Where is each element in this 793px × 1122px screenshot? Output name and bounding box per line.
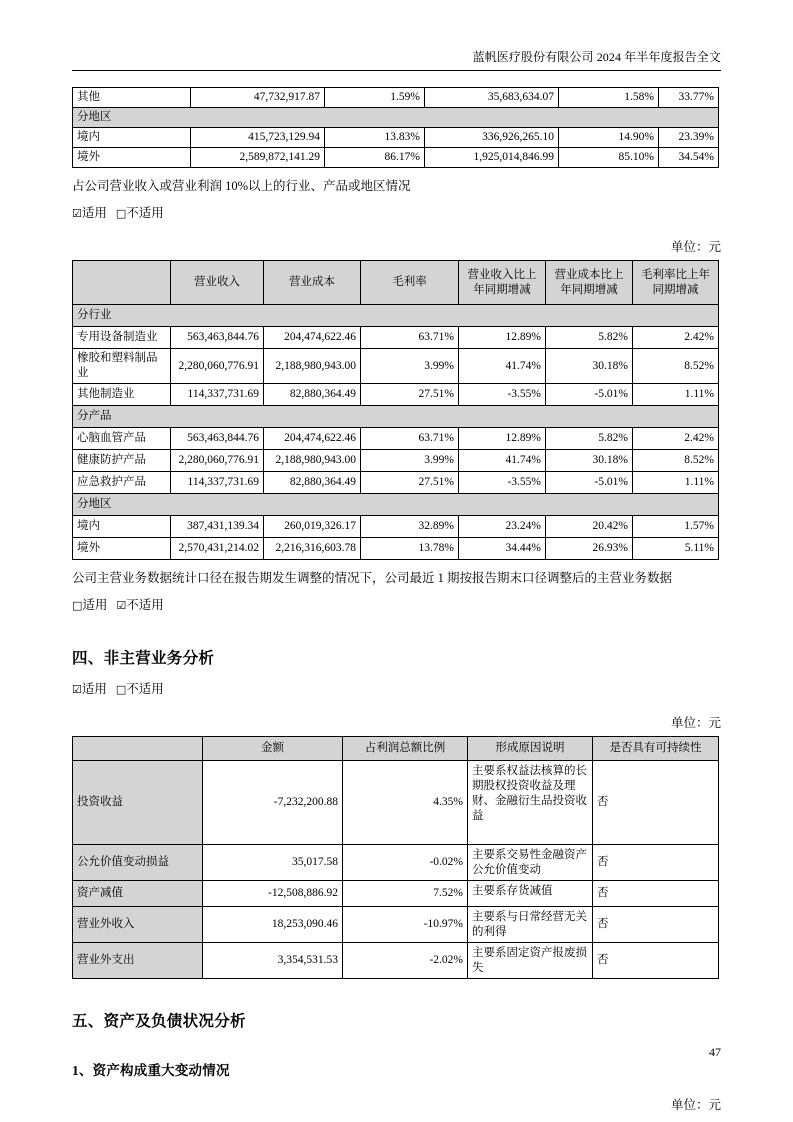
- cell-value: 2,280,060,776.91: [171, 450, 264, 472]
- cell-label: 其他制造业: [73, 384, 171, 406]
- cell-value: 2,280,060,776.91: [171, 349, 264, 384]
- table-row: [73, 450, 719, 472]
- table-row: [73, 88, 719, 108]
- cell-value: 2,216,316,603.78: [264, 538, 361, 560]
- table-group-row: [73, 305, 719, 327]
- group-label: 分产品: [73, 406, 719, 428]
- cell-value: 86.17%: [325, 148, 425, 168]
- cell-label: 其他: [73, 88, 191, 108]
- cell-ratio: 4.35%: [343, 761, 468, 845]
- cell-value: 8.52%: [633, 450, 719, 472]
- cell-sustainable: 否: [593, 761, 719, 845]
- running-header: [72, 0, 721, 66]
- cell-value: 336,926,265.10: [425, 128, 559, 148]
- table-row: [73, 761, 719, 845]
- cell-value: 2,570,431,214.02: [171, 538, 264, 560]
- not-applicable-label: 不适用: [126, 206, 164, 220]
- table-row: [73, 472, 719, 494]
- not-applicable-label: 不适用: [126, 598, 164, 612]
- cell-value: 1.58%: [559, 88, 659, 108]
- cell-value: 387,431,139.34: [171, 516, 264, 538]
- cell-value: 63.71%: [361, 428, 459, 450]
- cell-value: 1.11%: [633, 472, 719, 494]
- cell-label: 境内: [73, 516, 171, 538]
- table-row: [73, 327, 719, 349]
- column-header: [73, 261, 171, 305]
- cell-label: 境内: [73, 128, 191, 148]
- checkbox-checked-icon[interactable]: ☑: [72, 683, 82, 696]
- cell-value: 3.99%: [361, 450, 459, 472]
- cell-value: -3.55%: [459, 472, 546, 494]
- group-label: 分行业: [73, 305, 719, 327]
- cell-label: 投资收益: [73, 761, 203, 845]
- unit-note: 单位：元: [670, 716, 721, 730]
- cell-sustainable: 否: [593, 943, 719, 979]
- cell-value: 5.82%: [546, 327, 633, 349]
- segment-breakdown-table: [72, 260, 719, 560]
- cell-label: 橡胶和塑料制品业: [73, 349, 171, 384]
- cell-value: 30.18%: [546, 349, 633, 384]
- cell-value: 2,188,980,943.00: [264, 349, 361, 384]
- cell-value: 14.90%: [559, 128, 659, 148]
- table-row: [73, 148, 719, 168]
- cell-sustainable: 否: [593, 881, 719, 907]
- cell-ratio: 7.52%: [343, 881, 468, 907]
- table-row: [73, 907, 719, 943]
- cell-value: 27.51%: [361, 384, 459, 406]
- cell-sustainable: 否: [593, 845, 719, 881]
- cell-value: 41.74%: [459, 349, 546, 384]
- table-group-row: [73, 494, 719, 516]
- column-header: 营业成本比上年同期增减: [546, 261, 633, 305]
- cell-value: 2.42%: [633, 327, 719, 349]
- cell-value: 5.11%: [633, 538, 719, 560]
- checkbox-checked-icon[interactable]: ☑: [116, 599, 127, 612]
- cell-value: 13.78%: [361, 538, 459, 560]
- cell-reason: 主要系权益法核算的长期股权投资收益及理财、金融衍生品投资收益: [468, 761, 593, 845]
- column-header: [73, 737, 203, 761]
- cell-value: 12.89%: [459, 428, 546, 450]
- cell-value: 260,019,326.17: [264, 516, 361, 538]
- applicable-label: 适用: [81, 682, 107, 696]
- cell-label: 境外: [73, 148, 191, 168]
- cell-amount: 18,253,090.46: [203, 907, 343, 943]
- table-header-row: [73, 261, 719, 305]
- column-header: 占利润总额比例: [343, 737, 468, 761]
- column-header: 营业收入比上年同期增减: [459, 261, 546, 305]
- cell-value: 563,463,844.76: [171, 327, 264, 349]
- cell-value: 13.83%: [325, 128, 425, 148]
- cell-label: 健康防护产品: [73, 450, 171, 472]
- section-heading-five: 五、资产及负债状况分析: [72, 1013, 246, 1030]
- cell-value: 26.93%: [546, 538, 633, 560]
- cell-value: 35,683,634.07: [425, 88, 559, 108]
- cell-value: 47,732,917.87: [191, 88, 325, 108]
- cell-value: -5.01%: [546, 384, 633, 406]
- cell-value: 114,337,731.69: [171, 472, 264, 494]
- table-row: [73, 128, 719, 148]
- unit-note: 单位：元: [670, 1098, 721, 1112]
- group-label: 分地区: [73, 494, 719, 516]
- cell-sustainable: 否: [593, 907, 719, 943]
- header-divider: [72, 70, 721, 71]
- cell-value: 1,925,014,846.99: [425, 148, 559, 168]
- cell-label: 心脑血管产品: [73, 428, 171, 450]
- table-group-row: [73, 108, 719, 128]
- cell-value: 563,463,844.76: [171, 428, 264, 450]
- continued-segment-table: [72, 87, 719, 168]
- cell-label: 资产减值: [73, 881, 203, 907]
- applicable-selector-caliber: [72, 595, 721, 616]
- cell-value: 23.24%: [459, 516, 546, 538]
- cell-value: 1.59%: [325, 88, 425, 108]
- cell-value: 82,880,364.49: [264, 384, 361, 406]
- cell-value: 33.77%: [659, 88, 719, 108]
- column-header: 毛利率: [361, 261, 459, 305]
- column-header: 营业成本: [264, 261, 361, 305]
- unit-note: 单位：元: [670, 240, 721, 254]
- column-header: 是否具有可持续性: [593, 737, 719, 761]
- not-applicable-label: 不适用: [126, 682, 164, 696]
- cell-amount: 35,017.58: [203, 845, 343, 881]
- cell-reason: 主要系固定资产报废损失: [468, 943, 593, 979]
- cell-value: 1.11%: [633, 384, 719, 406]
- cell-value: 1.57%: [633, 516, 719, 538]
- cell-value: 34.54%: [659, 148, 719, 168]
- cell-label: 公允价值变动损益: [73, 845, 203, 881]
- cell-value: 20.42%: [546, 516, 633, 538]
- cell-value: 82,880,364.49: [264, 472, 361, 494]
- column-header: 金额: [203, 737, 343, 761]
- checkbox-unchecked-icon[interactable]: □: [115, 207, 127, 220]
- cell-value: 2,188,980,943.00: [264, 450, 361, 472]
- cell-value: -5.01%: [546, 472, 633, 494]
- page-number: 47: [709, 1045, 721, 1059]
- cell-reason: 主要系交易性金融资产公允价值变动: [468, 845, 593, 881]
- cell-label: 应急救护产品: [73, 472, 171, 494]
- cell-value: 5.82%: [546, 428, 633, 450]
- table-group-row: [73, 406, 719, 428]
- cell-value: 3.99%: [361, 349, 459, 384]
- cell-value: 114,337,731.69: [171, 384, 264, 406]
- cell-value: 415,723,129.94: [191, 128, 325, 148]
- cell-amount: -12,508,886.92: [203, 881, 343, 907]
- table-row: [73, 516, 719, 538]
- cell-value: 85.10%: [559, 148, 659, 168]
- statistics-caliber-note: 公司主营业务数据统计口径在报告期发生调整的情况下，公司最近 1 期按报告期末口径调整后的主营业务数据: [72, 571, 673, 585]
- ten-percent-paragraph: 占公司营业收入或营业利润 10%以上的行业、产品或地区情况: [72, 179, 411, 193]
- cell-reason: 主要系存货减值: [468, 881, 593, 907]
- column-header: 营业收入: [171, 261, 264, 305]
- table-row: [73, 428, 719, 450]
- cell-value: 30.18%: [546, 450, 633, 472]
- cell-value: 2,589,872,141.29: [191, 148, 325, 168]
- table-row: [73, 943, 719, 979]
- table-row: [73, 881, 719, 907]
- applicable-selector-10pct: [72, 203, 721, 224]
- running-header-title: 蓝帆医疗股份有限公司 2024 年半年度报告全文: [472, 50, 721, 64]
- applicable-label: 适用: [82, 598, 108, 612]
- cell-label: 营业外支出: [73, 943, 203, 979]
- section-heading-four: 四、非主营业务分析: [72, 650, 215, 667]
- cell-ratio: -0.02%: [343, 845, 468, 881]
- subsection-heading-asset-composition: 1、资产构成重大变动情况: [72, 1063, 230, 1078]
- column-header: 形成原因说明: [468, 737, 593, 761]
- cell-value: 8.52%: [633, 349, 719, 384]
- cell-value: 12.89%: [459, 327, 546, 349]
- table-row: [73, 384, 719, 406]
- cell-label: 营业外收入: [73, 907, 203, 943]
- table-row: [73, 845, 719, 881]
- cell-label: 专用设备制造业: [73, 327, 171, 349]
- non-operating-analysis-table: [72, 736, 719, 979]
- checkbox-unchecked-icon[interactable]: □: [115, 683, 127, 696]
- applicable-selector-section-four: [72, 679, 721, 700]
- cell-amount: 3,354,531.53: [203, 943, 343, 979]
- cell-value: -3.55%: [459, 384, 546, 406]
- table-header-row: [73, 737, 719, 761]
- cell-value: 63.71%: [361, 327, 459, 349]
- cell-value: 2.42%: [633, 428, 719, 450]
- applicable-label: 适用: [81, 206, 107, 220]
- cell-ratio: -2.02%: [343, 943, 468, 979]
- cell-value: 27.51%: [361, 472, 459, 494]
- group-label: 分地区: [73, 108, 719, 128]
- cell-value: 23.39%: [659, 128, 719, 148]
- table-row: [73, 349, 719, 384]
- cell-value: 32.89%: [361, 516, 459, 538]
- cell-value: 41.74%: [459, 450, 546, 472]
- checkbox-checked-icon[interactable]: ☑: [72, 207, 82, 220]
- cell-value: 204,474,622.46: [264, 327, 361, 349]
- cell-value: 204,474,622.46: [264, 428, 361, 450]
- table-row: [73, 538, 719, 560]
- cell-reason: 主要系与日常经营无关的利得: [468, 907, 593, 943]
- cell-value: 34.44%: [459, 538, 546, 560]
- column-header: 毛利率比上年同期增减: [633, 261, 719, 305]
- cell-amount: -7,232,200.88: [203, 761, 343, 845]
- checkbox-unchecked-icon[interactable]: □: [72, 599, 83, 612]
- cell-label: 境外: [73, 538, 171, 560]
- cell-ratio: -10.97%: [343, 907, 468, 943]
